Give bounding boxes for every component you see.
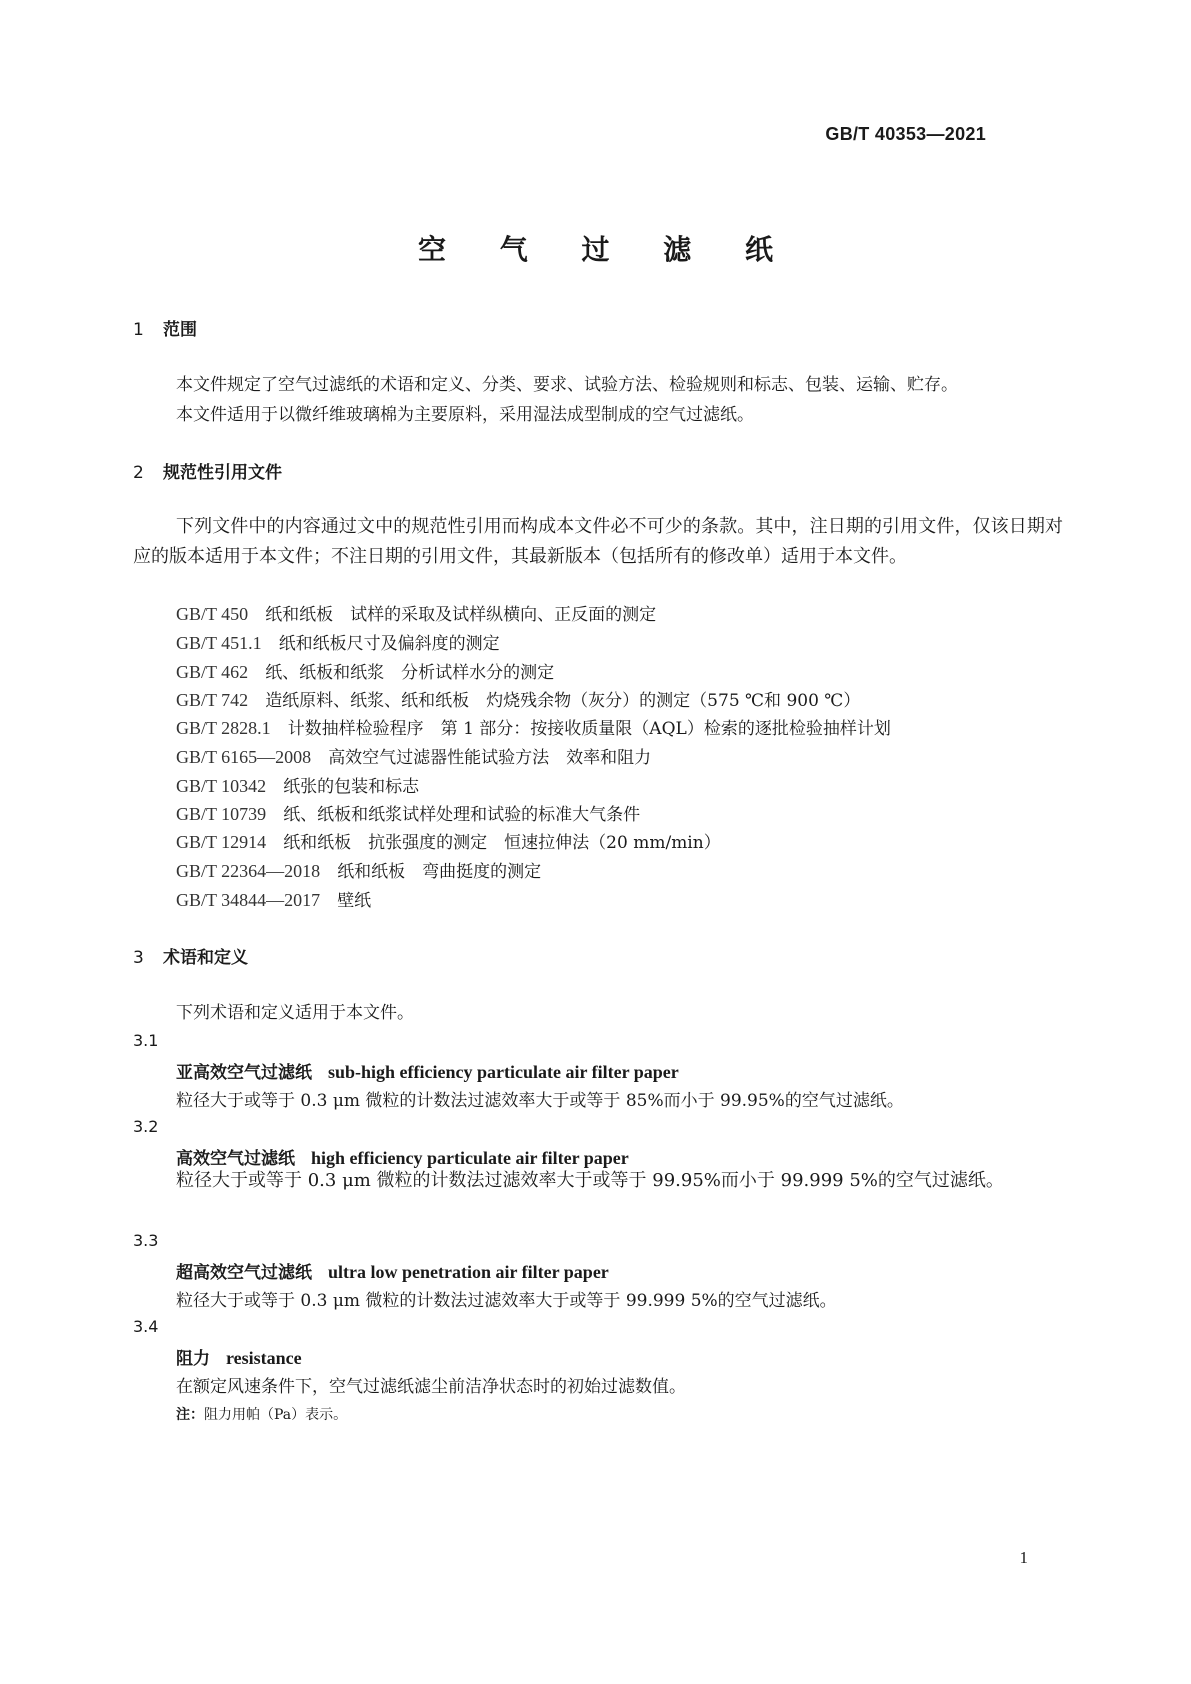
section-3-heading [133, 943, 248, 968]
term-number: 3.4 [133, 1317, 159, 1336]
term-chinese: 高效空气过滤纸 [176, 1149, 295, 1169]
note-text: 阻力用帕（Pa）表示。 [204, 1407, 348, 1423]
term-english: sub-high efficiency particulate air filter paper [328, 1062, 679, 1082]
term-number: 3.3 [133, 1231, 159, 1250]
term-definition: 在额定风速条件下，空气过滤纸滤尘前洁净状态时的初始过滤数值。 [176, 1377, 686, 1397]
reference-item [176, 600, 656, 625]
reference-title: 高效空气过滤器性能试验方法 效率和阻力 [328, 748, 652, 768]
term-chinese: 亚高效空气过滤纸 [176, 1063, 312, 1083]
reference-title: 壁纸 [337, 891, 372, 911]
reference-title: 造纸原料、纸浆、纸和纸板 灼烧残余物（灰分）的测定（575 ℃和 900 ℃） [265, 691, 861, 711]
term-english: high efficiency particulate air filter paper [311, 1148, 629, 1168]
reference-code: GB/T 34844—2017 [176, 890, 321, 910]
term-english: resistance [226, 1348, 302, 1368]
reference-title: 纸、纸板和纸浆试样处理和试验的标准大气条件 [283, 805, 641, 825]
reference-item [176, 772, 419, 797]
section-1-paragraph: 本文件规定了空气过滤纸的术语和定义、分类、要求、试验方法、检验规则和标志、包装、运输、贮存。 [176, 375, 958, 395]
reference-title: 纸和纸板尺寸及偏斜度的测定 [278, 634, 500, 654]
reference-code: GB/T 462 [176, 662, 249, 682]
reference-code: GB/T 742 [176, 690, 249, 710]
reference-item [176, 800, 640, 825]
reference-item [176, 658, 554, 683]
term-heading [176, 1344, 302, 1369]
reference-item [176, 857, 541, 882]
section-2-heading [133, 458, 282, 483]
term-note [176, 1404, 347, 1424]
reference-code: GB/T 22364—2018 [176, 861, 321, 881]
reference-code: GB/T 12914 [176, 832, 267, 852]
reference-code: GB/T 10342 [176, 776, 267, 796]
term-definition: 粒径大于或等于 0.3 μm 微粒的计数法过滤效率大于或等于 99.95%而小于 99.999 5%的空气过滤纸。 [176, 1170, 1004, 1191]
page-number: 1 [1019, 1548, 1028, 1567]
section-number: 3 [133, 948, 144, 968]
term-definition: 粒径大于或等于 0.3 μm 微粒的计数法过滤效率大于或等于 99.999 5%的空气过滤纸。 [176, 1291, 837, 1311]
reference-code: GB/T 451.1 [176, 633, 262, 653]
reference-title: 纸和纸板 弯曲挺度的测定 [337, 862, 542, 882]
section-title: 术语和定义 [163, 948, 248, 968]
reference-title: 纸和纸板 抗张强度的测定 恒速拉伸法（20 mm/min） [283, 833, 721, 853]
term-definition: 粒径大于或等于 0.3 μm 微粒的计数法过滤效率大于或等于 85%而小于 99.95%的空气过滤纸。 [176, 1091, 904, 1111]
reference-code: GB/T 6165—2008 [176, 747, 312, 767]
standard-code: GB/T 40353—2021 [825, 124, 986, 144]
term-heading [176, 1058, 679, 1083]
note-label: 注： [176, 1407, 204, 1423]
reference-title: 纸张的包装和标志 [283, 777, 420, 797]
term-english: ultra low penetration air filter paper [328, 1262, 609, 1282]
reference-title: 计数抽样检验程序 第 1 部分：按接收质量限（AQL）检索的逐批检验抽样计划 [287, 719, 891, 739]
section-number: 2 [133, 463, 144, 483]
section-1-heading [133, 315, 197, 340]
section-number: 1 [133, 320, 144, 340]
section-1-paragraph: 本文件适用于以微纤维玻璃棉为主要原料，采用湿法成型制成的空气过滤纸。 [176, 405, 754, 425]
term-heading [176, 1258, 609, 1283]
term-chinese: 超高效空气过滤纸 [176, 1263, 312, 1283]
section-2-intro: 下列文件中的内容通过文中的规范性引用而构成本文件必不可少的条款。其中，注日期的引用文件，仅该日期对应的版本适用于本文件；不注日期的引用文件，其最新版本（包括所有的修改单）适用于本文件。 [133, 516, 1063, 567]
reference-code: GB/T 2828.1 [176, 718, 271, 738]
section-title: 规范性引用文件 [163, 463, 282, 483]
reference-item [176, 743, 651, 768]
reference-code: GB/T 450 [176, 604, 249, 624]
term-chinese: 阻力 [176, 1349, 210, 1369]
section-3-intro: 下列术语和定义适用于本文件。 [176, 1003, 414, 1023]
page-title: 空 气 过 滤 纸 [418, 233, 795, 266]
reference-item [176, 828, 721, 853]
term-number: 3.1 [133, 1031, 159, 1050]
reference-title: 纸和纸板 试样的采取及试样纵横向、正反面的测定 [265, 605, 657, 625]
reference-item [176, 629, 500, 654]
section-title: 范围 [163, 320, 197, 340]
reference-title: 纸、纸板和纸浆 分析试样水分的测定 [265, 663, 555, 683]
reference-code: GB/T 10739 [176, 804, 267, 824]
term-number: 3.2 [133, 1117, 159, 1136]
reference-item [176, 714, 891, 739]
reference-item [176, 886, 371, 911]
reference-item [176, 686, 860, 711]
